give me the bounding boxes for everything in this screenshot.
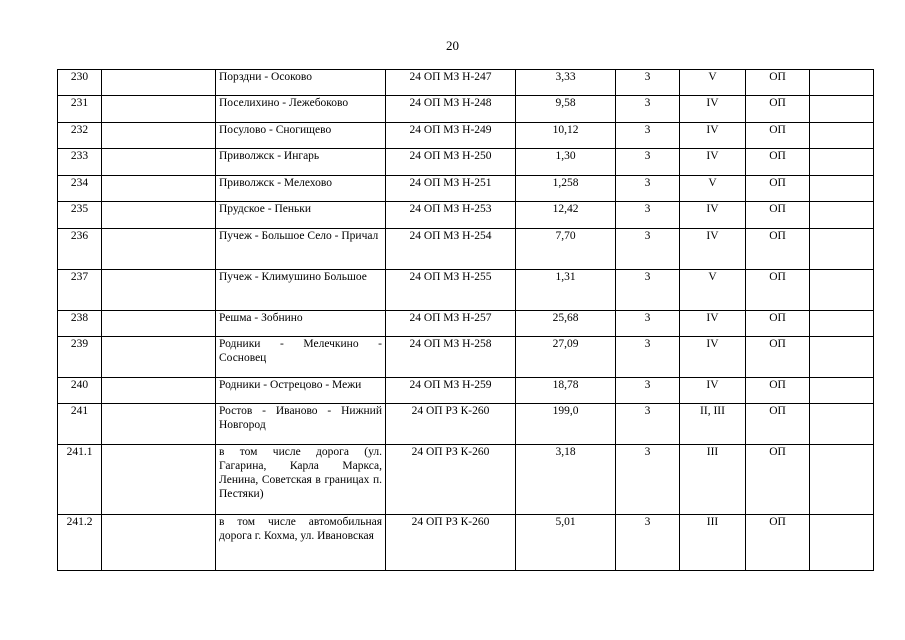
road-significance: ОП (746, 515, 810, 571)
table-row (58, 445, 874, 515)
row-number: 238 (58, 311, 102, 337)
table-row (58, 70, 874, 96)
road-category: III (680, 515, 746, 571)
road-length: 7,70 (516, 229, 616, 270)
road-significance: ОП (746, 445, 810, 515)
road-name: в том числе автомобильная дорога г. Кохма, ул. Ивановская (216, 515, 386, 571)
empty-cell (810, 404, 874, 445)
road-length: 27,09 (516, 337, 616, 378)
road-length: 18,78 (516, 378, 616, 404)
road-length: 5,01 (516, 515, 616, 571)
table-row (58, 123, 874, 149)
table-row (58, 378, 874, 404)
empty-cell (102, 149, 216, 176)
road-category: II, III (680, 404, 746, 445)
row-number: 241 (58, 404, 102, 445)
road-name: Ростов - Иваново - Нижний Новгород (216, 404, 386, 445)
road-category: IV (680, 202, 746, 229)
road-significance: ОП (746, 378, 810, 404)
road-lanes: 3 (616, 378, 680, 404)
road-length: 10,12 (516, 123, 616, 149)
road-significance: ОП (746, 311, 810, 337)
empty-cell (810, 445, 874, 515)
empty-cell (102, 311, 216, 337)
road-name: Пучеж - Большое Село - Причал (216, 229, 386, 270)
road-code: 24 ОП МЗ Н-250 (386, 149, 516, 176)
road-lanes: 3 (616, 337, 680, 378)
empty-cell (102, 270, 216, 311)
road-category: V (680, 176, 746, 202)
row-number: 234 (58, 176, 102, 202)
road-length: 12,42 (516, 202, 616, 229)
road-code: 24 ОП МЗ Н-255 (386, 270, 516, 311)
road-significance: ОП (746, 149, 810, 176)
empty-cell (102, 176, 216, 202)
empty-cell (102, 96, 216, 123)
empty-cell (102, 515, 216, 571)
table-row (58, 202, 874, 229)
road-code: 24 ОП МЗ Н-248 (386, 96, 516, 123)
road-code: 24 ОП МЗ Н-247 (386, 70, 516, 96)
road-name: в том числе дорога (ул. Гагарина, Карла Маркса, Ленина, Советская в границах п. Пестяки) (216, 445, 386, 515)
road-significance: ОП (746, 202, 810, 229)
table-row (58, 149, 874, 176)
empty-cell (810, 515, 874, 571)
road-length: 199,0 (516, 404, 616, 445)
road-length: 1,258 (516, 176, 616, 202)
empty-cell (810, 70, 874, 96)
roads-table (57, 69, 874, 571)
empty-cell (810, 378, 874, 404)
road-lanes: 3 (616, 445, 680, 515)
road-code: 24 ОП РЗ К-260 (386, 404, 516, 445)
row-number: 236 (58, 229, 102, 270)
road-category: IV (680, 96, 746, 123)
road-significance: ОП (746, 229, 810, 270)
road-significance: ОП (746, 70, 810, 96)
road-lanes: 3 (616, 176, 680, 202)
road-significance: ОП (746, 404, 810, 445)
empty-cell (102, 123, 216, 149)
empty-cell (810, 311, 874, 337)
road-name: Пучеж - Климушино Большое (216, 270, 386, 311)
table-row (58, 337, 874, 378)
road-code: 24 ОП МЗ Н-258 (386, 337, 516, 378)
table-row (58, 270, 874, 311)
road-name: Прудское - Пеньки (216, 202, 386, 229)
row-number: 232 (58, 123, 102, 149)
road-significance: ОП (746, 337, 810, 378)
road-category: V (680, 270, 746, 311)
table-row (58, 404, 874, 445)
empty-cell (810, 270, 874, 311)
row-number: 237 (58, 270, 102, 311)
road-code: 24 ОП МЗ Н-251 (386, 176, 516, 202)
empty-cell (810, 337, 874, 378)
empty-cell (102, 378, 216, 404)
road-name: Приволжск - Мелехово (216, 176, 386, 202)
road-lanes: 3 (616, 515, 680, 571)
row-number: 239 (58, 337, 102, 378)
empty-cell (102, 229, 216, 270)
empty-cell (102, 70, 216, 96)
table-row (58, 176, 874, 202)
road-category: III (680, 445, 746, 515)
road-lanes: 3 (616, 70, 680, 96)
road-code: 24 ОП МЗ Н-259 (386, 378, 516, 404)
empty-cell (102, 404, 216, 445)
empty-cell (810, 96, 874, 123)
row-number: 240 (58, 378, 102, 404)
road-length: 1,30 (516, 149, 616, 176)
road-significance: ОП (746, 270, 810, 311)
road-code: 24 ОП МЗ Н-253 (386, 202, 516, 229)
road-significance: ОП (746, 96, 810, 123)
road-length: 9,58 (516, 96, 616, 123)
road-category: IV (680, 378, 746, 404)
road-code: 24 ОП РЗ К-260 (386, 515, 516, 571)
road-name: Приволжск - Ингарь (216, 149, 386, 176)
table-row (58, 96, 874, 123)
road-significance: ОП (746, 123, 810, 149)
road-code: 24 ОП МЗ Н-254 (386, 229, 516, 270)
road-category: IV (680, 311, 746, 337)
road-category: IV (680, 149, 746, 176)
road-name: Родники - Мелечкино - Сосновец (216, 337, 386, 378)
road-lanes: 3 (616, 311, 680, 337)
road-name: Поселихино - Лежебоково (216, 96, 386, 123)
empty-cell (810, 123, 874, 149)
road-length: 3,33 (516, 70, 616, 96)
table-row (58, 311, 874, 337)
row-number: 241.2 (58, 515, 102, 571)
row-number: 230 (58, 70, 102, 96)
road-code: 24 ОП МЗ Н-249 (386, 123, 516, 149)
road-code: 24 ОП РЗ К-260 (386, 445, 516, 515)
road-name: Родники - Острецово - Межи (216, 378, 386, 404)
road-length: 3,18 (516, 445, 616, 515)
road-code: 24 ОП МЗ Н-257 (386, 311, 516, 337)
road-name: Порздни - Осоково (216, 70, 386, 96)
row-number: 235 (58, 202, 102, 229)
road-lanes: 3 (616, 229, 680, 270)
road-significance: ОП (746, 176, 810, 202)
road-lanes: 3 (616, 270, 680, 311)
row-number: 231 (58, 96, 102, 123)
road-lanes: 3 (616, 123, 680, 149)
empty-cell (810, 202, 874, 229)
road-lanes: 3 (616, 149, 680, 176)
road-category: IV (680, 123, 746, 149)
empty-cell (102, 337, 216, 378)
row-number: 233 (58, 149, 102, 176)
empty-cell (810, 229, 874, 270)
table-row (58, 229, 874, 270)
row-number: 241.1 (58, 445, 102, 515)
page-number: 20 (446, 38, 459, 53)
table-row (58, 515, 874, 571)
road-category: IV (680, 229, 746, 270)
empty-cell (102, 202, 216, 229)
road-name: Посулово - Сногищево (216, 123, 386, 149)
road-name: Решма - Зобнино (216, 311, 386, 337)
road-lanes: 3 (616, 404, 680, 445)
road-category: IV (680, 337, 746, 378)
road-category: V (680, 70, 746, 96)
road-lanes: 3 (616, 96, 680, 123)
road-length: 25,68 (516, 311, 616, 337)
road-length: 1,31 (516, 270, 616, 311)
empty-cell (810, 176, 874, 202)
empty-cell (810, 149, 874, 176)
road-lanes: 3 (616, 202, 680, 229)
empty-cell (102, 445, 216, 515)
